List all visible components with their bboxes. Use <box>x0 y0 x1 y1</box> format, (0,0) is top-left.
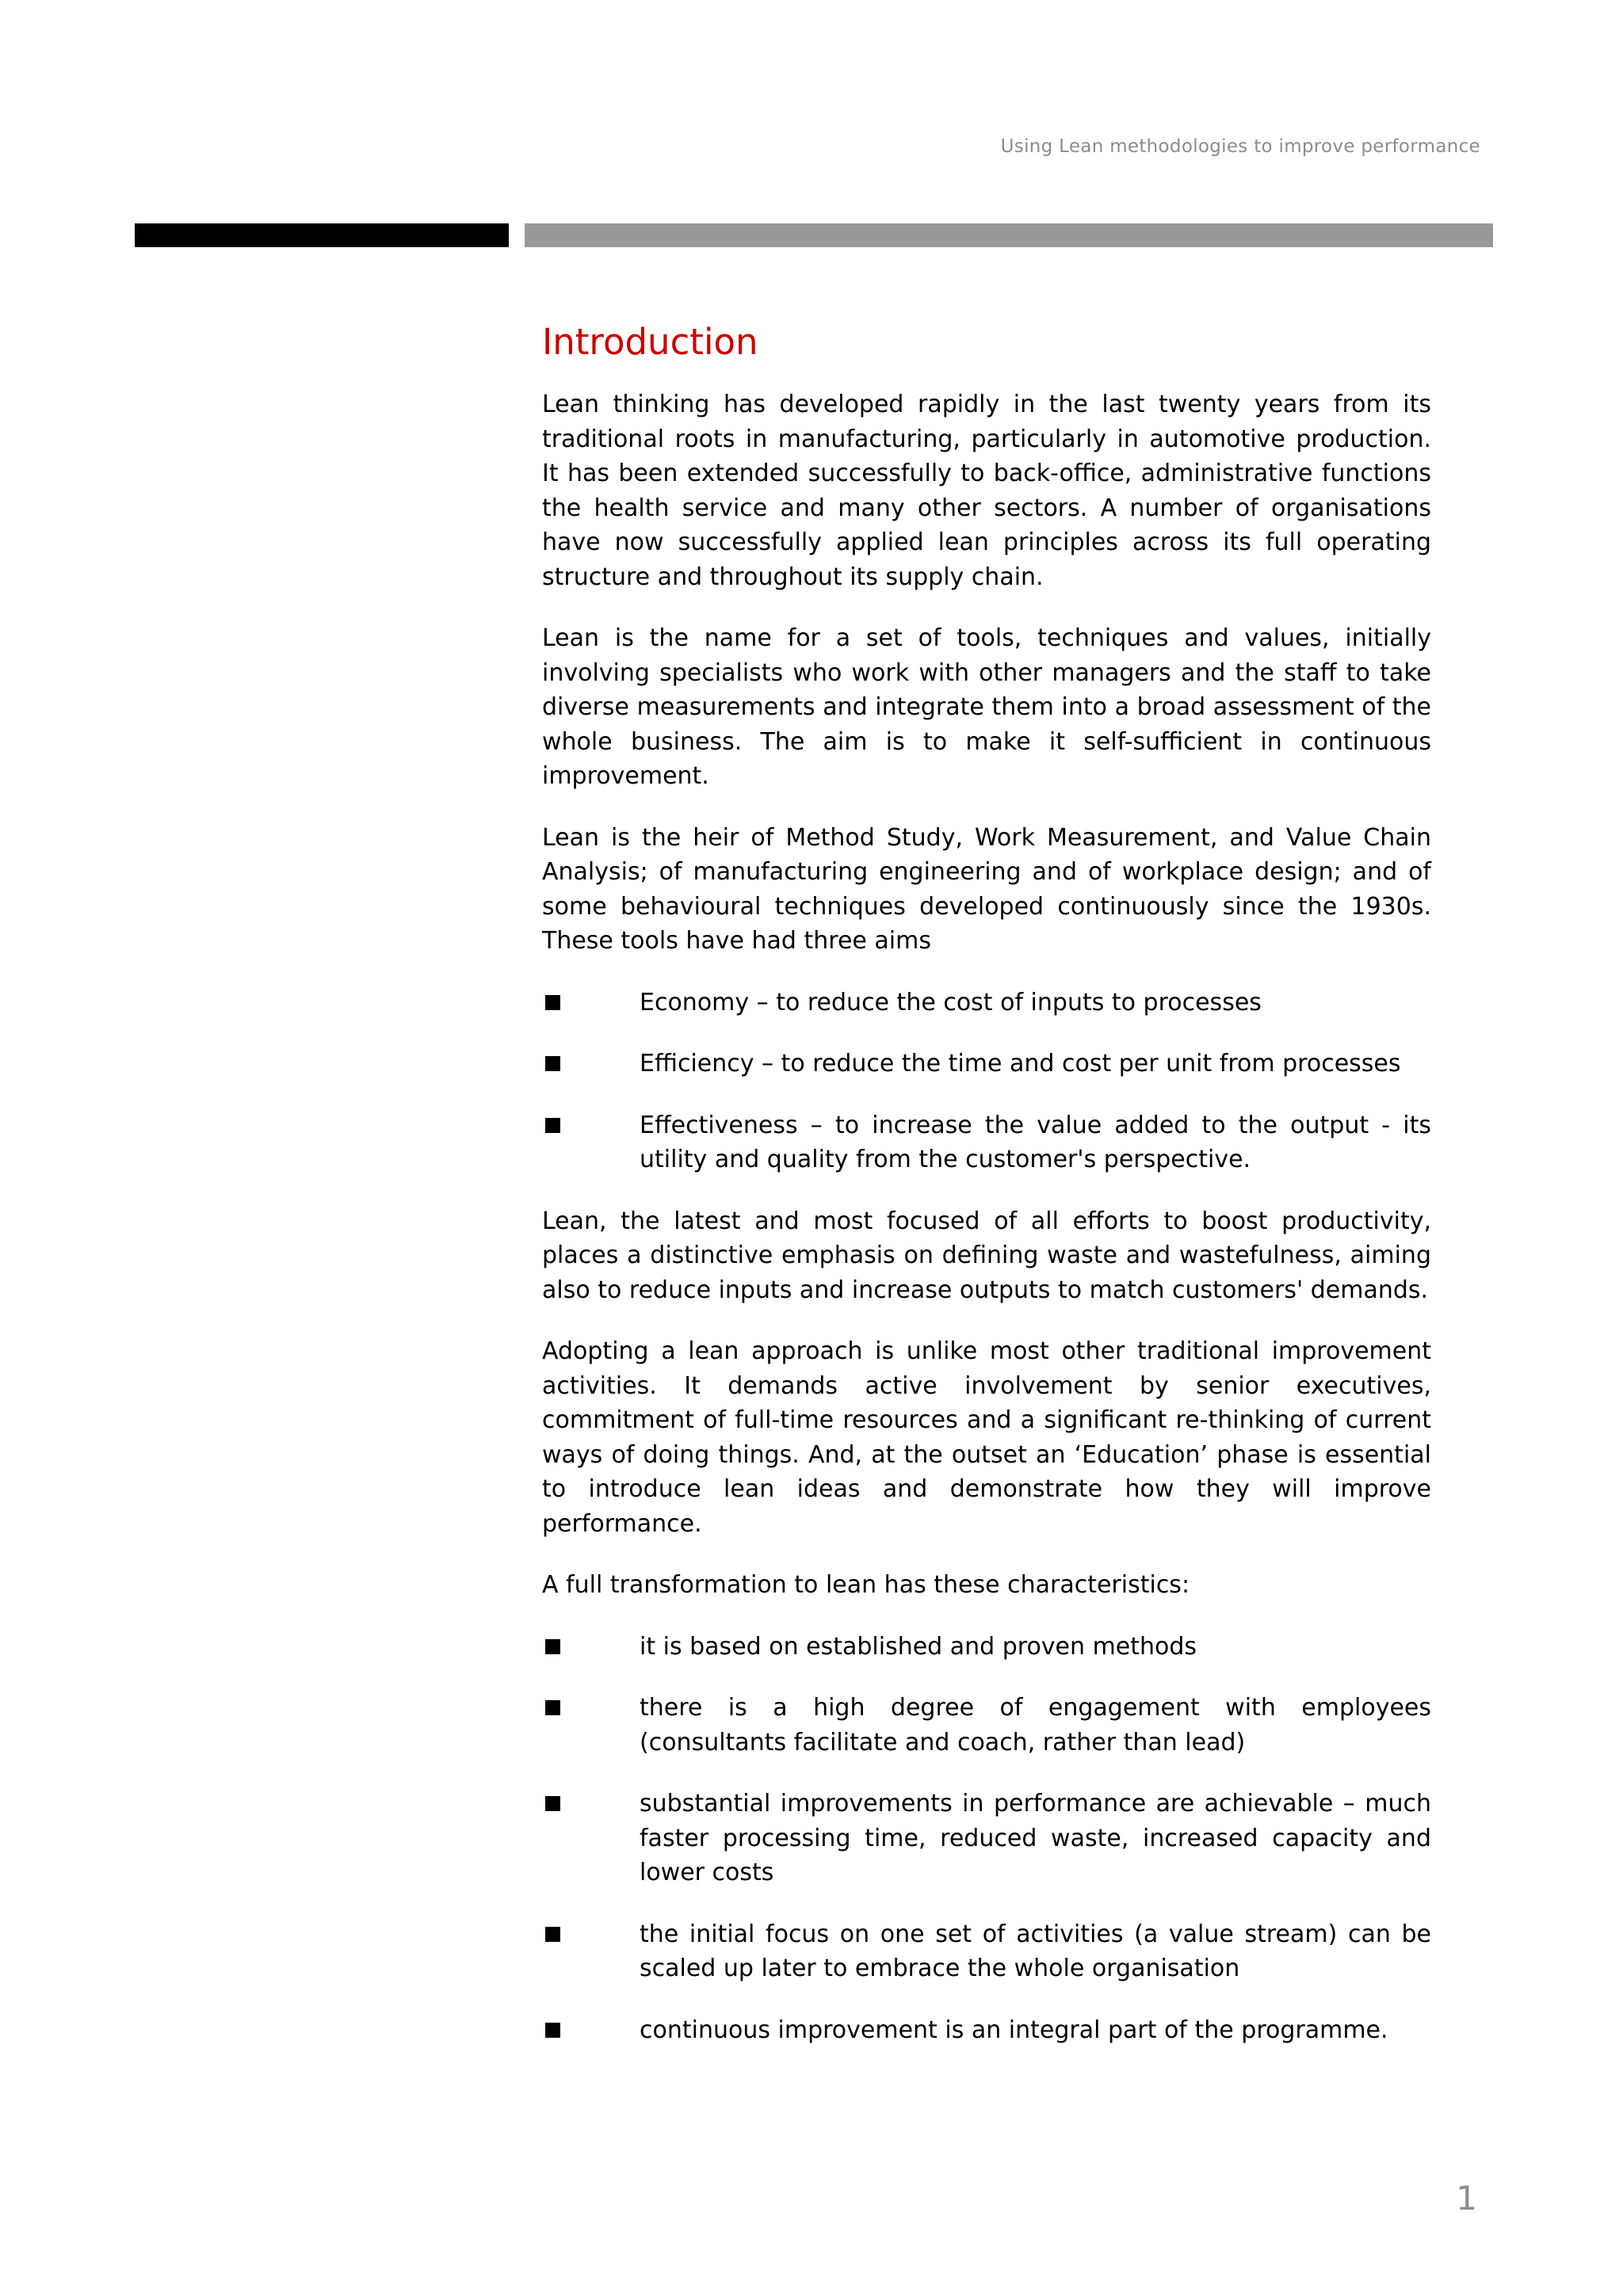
list-item <box>542 986 1431 1020</box>
list-item <box>542 1047 1431 1081</box>
list-item <box>542 1787 1431 1890</box>
list-item <box>542 1691 1431 1760</box>
square-bullet-icon <box>545 995 560 1010</box>
page-number: 1 <box>1456 2179 1477 2218</box>
list-item-text: the initial focus on one set of activities (a value stream) can be scaled up later to embrace the whole organisation <box>640 1920 1431 1982</box>
list-item-text: Efficiency – to reduce the time and cost per unit from processes <box>640 1050 1401 1077</box>
square-bullet-icon <box>545 2023 560 2038</box>
paragraph: Lean is the heir of Method Study, Work Measurement, and Value Chain Analysis; of manufacturing engineering and of workplace design; and of some behavioural techniques developed continuously since the 1930s. These tools have had three aims <box>542 823 1431 955</box>
running-header: Using Lean methodologies to improve performance <box>1000 136 1480 157</box>
list-item-text: Effectiveness – to increase the value added to the output - its utility and quality from the customer's perspective. <box>640 1111 1431 1173</box>
square-bullet-icon <box>545 1056 560 1071</box>
list-item <box>542 1630 1431 1665</box>
header-rule-grey <box>525 223 1493 247</box>
list-item <box>542 1108 1431 1177</box>
header-rule-black <box>135 223 509 247</box>
list-item-text: it is based on established and proven methods <box>640 1632 1197 1661</box>
paragraph: Lean, the latest and most focused of all efforts to boost productivity, places a distinctive emphasis on defining waste and wastefulness, aiming also to reduce inputs and increase outputs to match customers' demands. <box>542 1207 1431 1304</box>
square-bullet-icon <box>545 1796 560 1811</box>
main-content <box>542 321 1431 2074</box>
list-item-text: substantial improvements in performance are achievable – much faster processing time, reduced waste, increased capacity and lower costs <box>640 1790 1431 1886</box>
list-item <box>542 2013 1431 2048</box>
paragraph: Lean thinking has developed rapidly in the last twenty years from its traditional roots in manufacturing, particularly in automotive production. It has been extended successfully to back-office, administrative functions the health service and many other sectors. A number of organisations have now successfully applied lean principles across its full operating structure and throughout its supply chain. <box>542 391 1431 591</box>
paragraph: Adopting a lean approach is unlike most other traditional improvement activities. It demands active involvement by senior executives, commitment of full-time resources and a significant re-thinking of current ways of doing things. And, at the outset an ‘Education’ phase is essential to introduce lean ideas and demonstrate how they will improve performance. <box>542 1337 1431 1538</box>
list-item-text: continuous improvement is an integral part of the programme. <box>640 2016 1388 2044</box>
list-item <box>542 1917 1431 1986</box>
square-bullet-icon <box>545 1118 560 1133</box>
characteristics-list <box>542 1630 1431 2048</box>
paragraph: A full transformation to lean has these characteristics: <box>542 1571 1190 1599</box>
aims-list <box>542 986 1431 1177</box>
paragraph: Lean is the name for a set of tools, techniques and values, initially involving specialists who work with other managers and the staff to take diverse measurements and integrate them into a broad assessment of the whole business. The aim is to make it self-sufficient in continuous improvement. <box>542 624 1431 790</box>
list-item-text: there is a high degree of engagement with employees (consultants facilitate and coach, rather than lead) <box>640 1694 1431 1756</box>
list-item-text: Economy – to reduce the cost of inputs to processes <box>640 988 1262 1016</box>
square-bullet-icon <box>545 1927 560 1942</box>
page-title: Introduction <box>542 321 758 363</box>
square-bullet-icon <box>545 1639 560 1654</box>
square-bullet-icon <box>545 1700 560 1715</box>
